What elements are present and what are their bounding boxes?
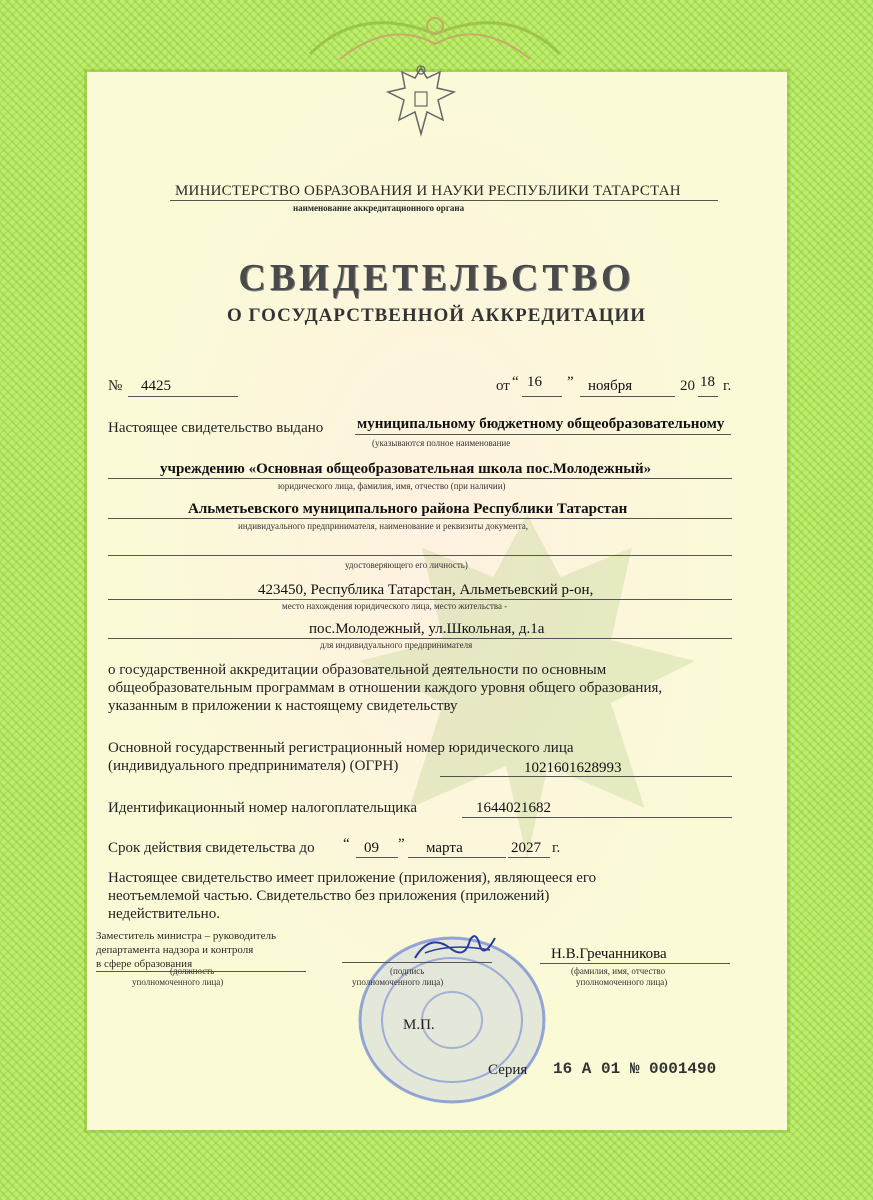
- holder-line-4-underline: [108, 555, 732, 556]
- inn-underline: [462, 817, 732, 818]
- organ-underline: [170, 200, 718, 201]
- holder-line-2-underline: [108, 478, 732, 479]
- validity-day: 09: [364, 840, 379, 856]
- date-year-unit: г.: [723, 378, 732, 394]
- address-line-2: пос.Молодежный, ул.Школьная, д.1а: [309, 621, 545, 637]
- certificate-title: СВИДЕТЕЛЬСТВО: [238, 257, 635, 299]
- name-caption: (фамилия, имя, отчество: [571, 966, 666, 976]
- double-headed-eagle-emblem: [380, 62, 462, 142]
- holder-line-2: учреждению «Основная общеобразовательная школа пос.Молодежный»: [160, 461, 652, 477]
- holder-line-3-underline: [108, 518, 732, 519]
- position-caption: (должность: [170, 966, 215, 976]
- ornamental-flourish: [300, 4, 570, 64]
- organ-caption: наименование аккредитационного органа: [293, 203, 465, 213]
- holder-caption-2: юридического лица, фамилия, имя, отчество (при наличии): [278, 481, 506, 491]
- holder-line-1: муниципальному бюджетному общеобразовательному: [357, 416, 725, 432]
- validity-year-underline: [508, 857, 550, 858]
- validity-unit: г.: [552, 840, 561, 856]
- issued-label: Настоящее свидетельство выдано: [108, 420, 324, 436]
- date-year-suffix: 18: [700, 374, 715, 390]
- validity-month: марта: [426, 840, 463, 856]
- purpose-line-3: указанным в приложении к настоящему свидетельству: [108, 698, 458, 714]
- address-line-1: 423450, Республика Татарстан, Альметьевский р-он,: [258, 582, 594, 598]
- signature-caption: (подпись: [390, 966, 425, 976]
- validity-month-underline: [408, 857, 506, 858]
- holder-line-3: Альметьевского муниципального района Республики Татарстан: [188, 501, 628, 517]
- number-underline: [128, 396, 238, 397]
- signer-name-underline: [540, 963, 730, 964]
- validity-day-underline: [356, 857, 398, 858]
- appendix-line-3: недействительно.: [108, 906, 220, 922]
- appendix-line-1: Настоящее свидетельство имеет приложение (приложения), являющееся его: [108, 870, 597, 886]
- signer-position-line-3: в сфере образования: [96, 958, 193, 970]
- validity-year: 2027: [511, 840, 541, 856]
- seal-label: М.П.: [403, 1017, 435, 1033]
- certificate-subtitle: О ГОСУДАРСТВЕННОЙ АККРЕДИТАЦИИ: [226, 305, 647, 326]
- address-caption-1: место нахождения юридического лица, место жительства -: [282, 601, 508, 611]
- ogrn-label-line-2: (индивидуального предпринимателя) (ОГРН): [108, 758, 399, 774]
- date-day-underline: [522, 396, 562, 397]
- address-caption-2: для индивидуального предпринимателя: [320, 640, 473, 650]
- certificate-number: 4425: [141, 378, 171, 394]
- accreditation-organ-name: МИНИСТЕРСТВО ОБРАЗОВАНИЯ И НАУКИ РЕСПУБЛИКИ ТАТАРСТАН: [175, 183, 681, 199]
- date-month: ноября: [588, 378, 633, 394]
- date-close-quote: ”: [567, 374, 574, 390]
- number-label: №: [108, 378, 123, 394]
- holder-line-1-underline: [355, 434, 731, 435]
- ogrn-label-line-1: Основной государственный регистрационный номер юридического лица: [108, 740, 574, 756]
- appendix-line-2: неотъемлемой частью. Свидетельство без приложения (приложений): [108, 888, 550, 904]
- holder-caption-1: (указываются полное наименование: [372, 438, 511, 448]
- date-from-label: от: [496, 378, 510, 394]
- ogrn-value: 1021601628993: [524, 760, 622, 776]
- purpose-line-2: общеобразовательным программам в отношении каждого уровня общего образования,: [108, 680, 663, 696]
- signer-name: Н.В.Гречанникова: [551, 946, 667, 962]
- holder-caption-3: индивидуального предпринимателя, наименование и реквизиты документа,: [238, 521, 528, 531]
- address-line-2-underline: [108, 638, 732, 639]
- validity-close-quote: ”: [398, 836, 405, 852]
- date-month-underline: [580, 396, 675, 397]
- date-year-underline: [698, 396, 718, 397]
- name-caption-2: уполномоченного лица): [576, 977, 668, 987]
- date-year-prefix: 20: [680, 378, 695, 394]
- validity-label: Срок действия свидетельства до: [108, 840, 315, 856]
- holder-caption-4: удостоверяющего его личность): [345, 560, 468, 570]
- inn-label: Идентификационный номер налогоплательщика: [108, 800, 418, 816]
- address-line-1-underline: [108, 599, 732, 600]
- purpose-line-1: о государственной аккредитации образовательной деятельности по основным: [108, 662, 607, 678]
- position-caption-2: уполномоченного лица): [132, 977, 224, 987]
- series-value: 16 А 01 № 0001490: [553, 1060, 717, 1078]
- signer-position-line-2: департамента надзора и контроля: [96, 944, 254, 956]
- series-label: Серия: [488, 1062, 528, 1078]
- signer-position-line-1: Заместитель министра – руководитель: [96, 930, 276, 942]
- signature-caption-2: уполномоченного лица): [352, 977, 444, 987]
- date-open-quote: “: [512, 374, 519, 390]
- inn-value: 1644021682: [476, 800, 551, 816]
- signature-underline: [342, 962, 492, 963]
- date-day: 16: [527, 374, 542, 390]
- validity-open-quote: “: [343, 836, 350, 852]
- ogrn-underline: [440, 776, 732, 777]
